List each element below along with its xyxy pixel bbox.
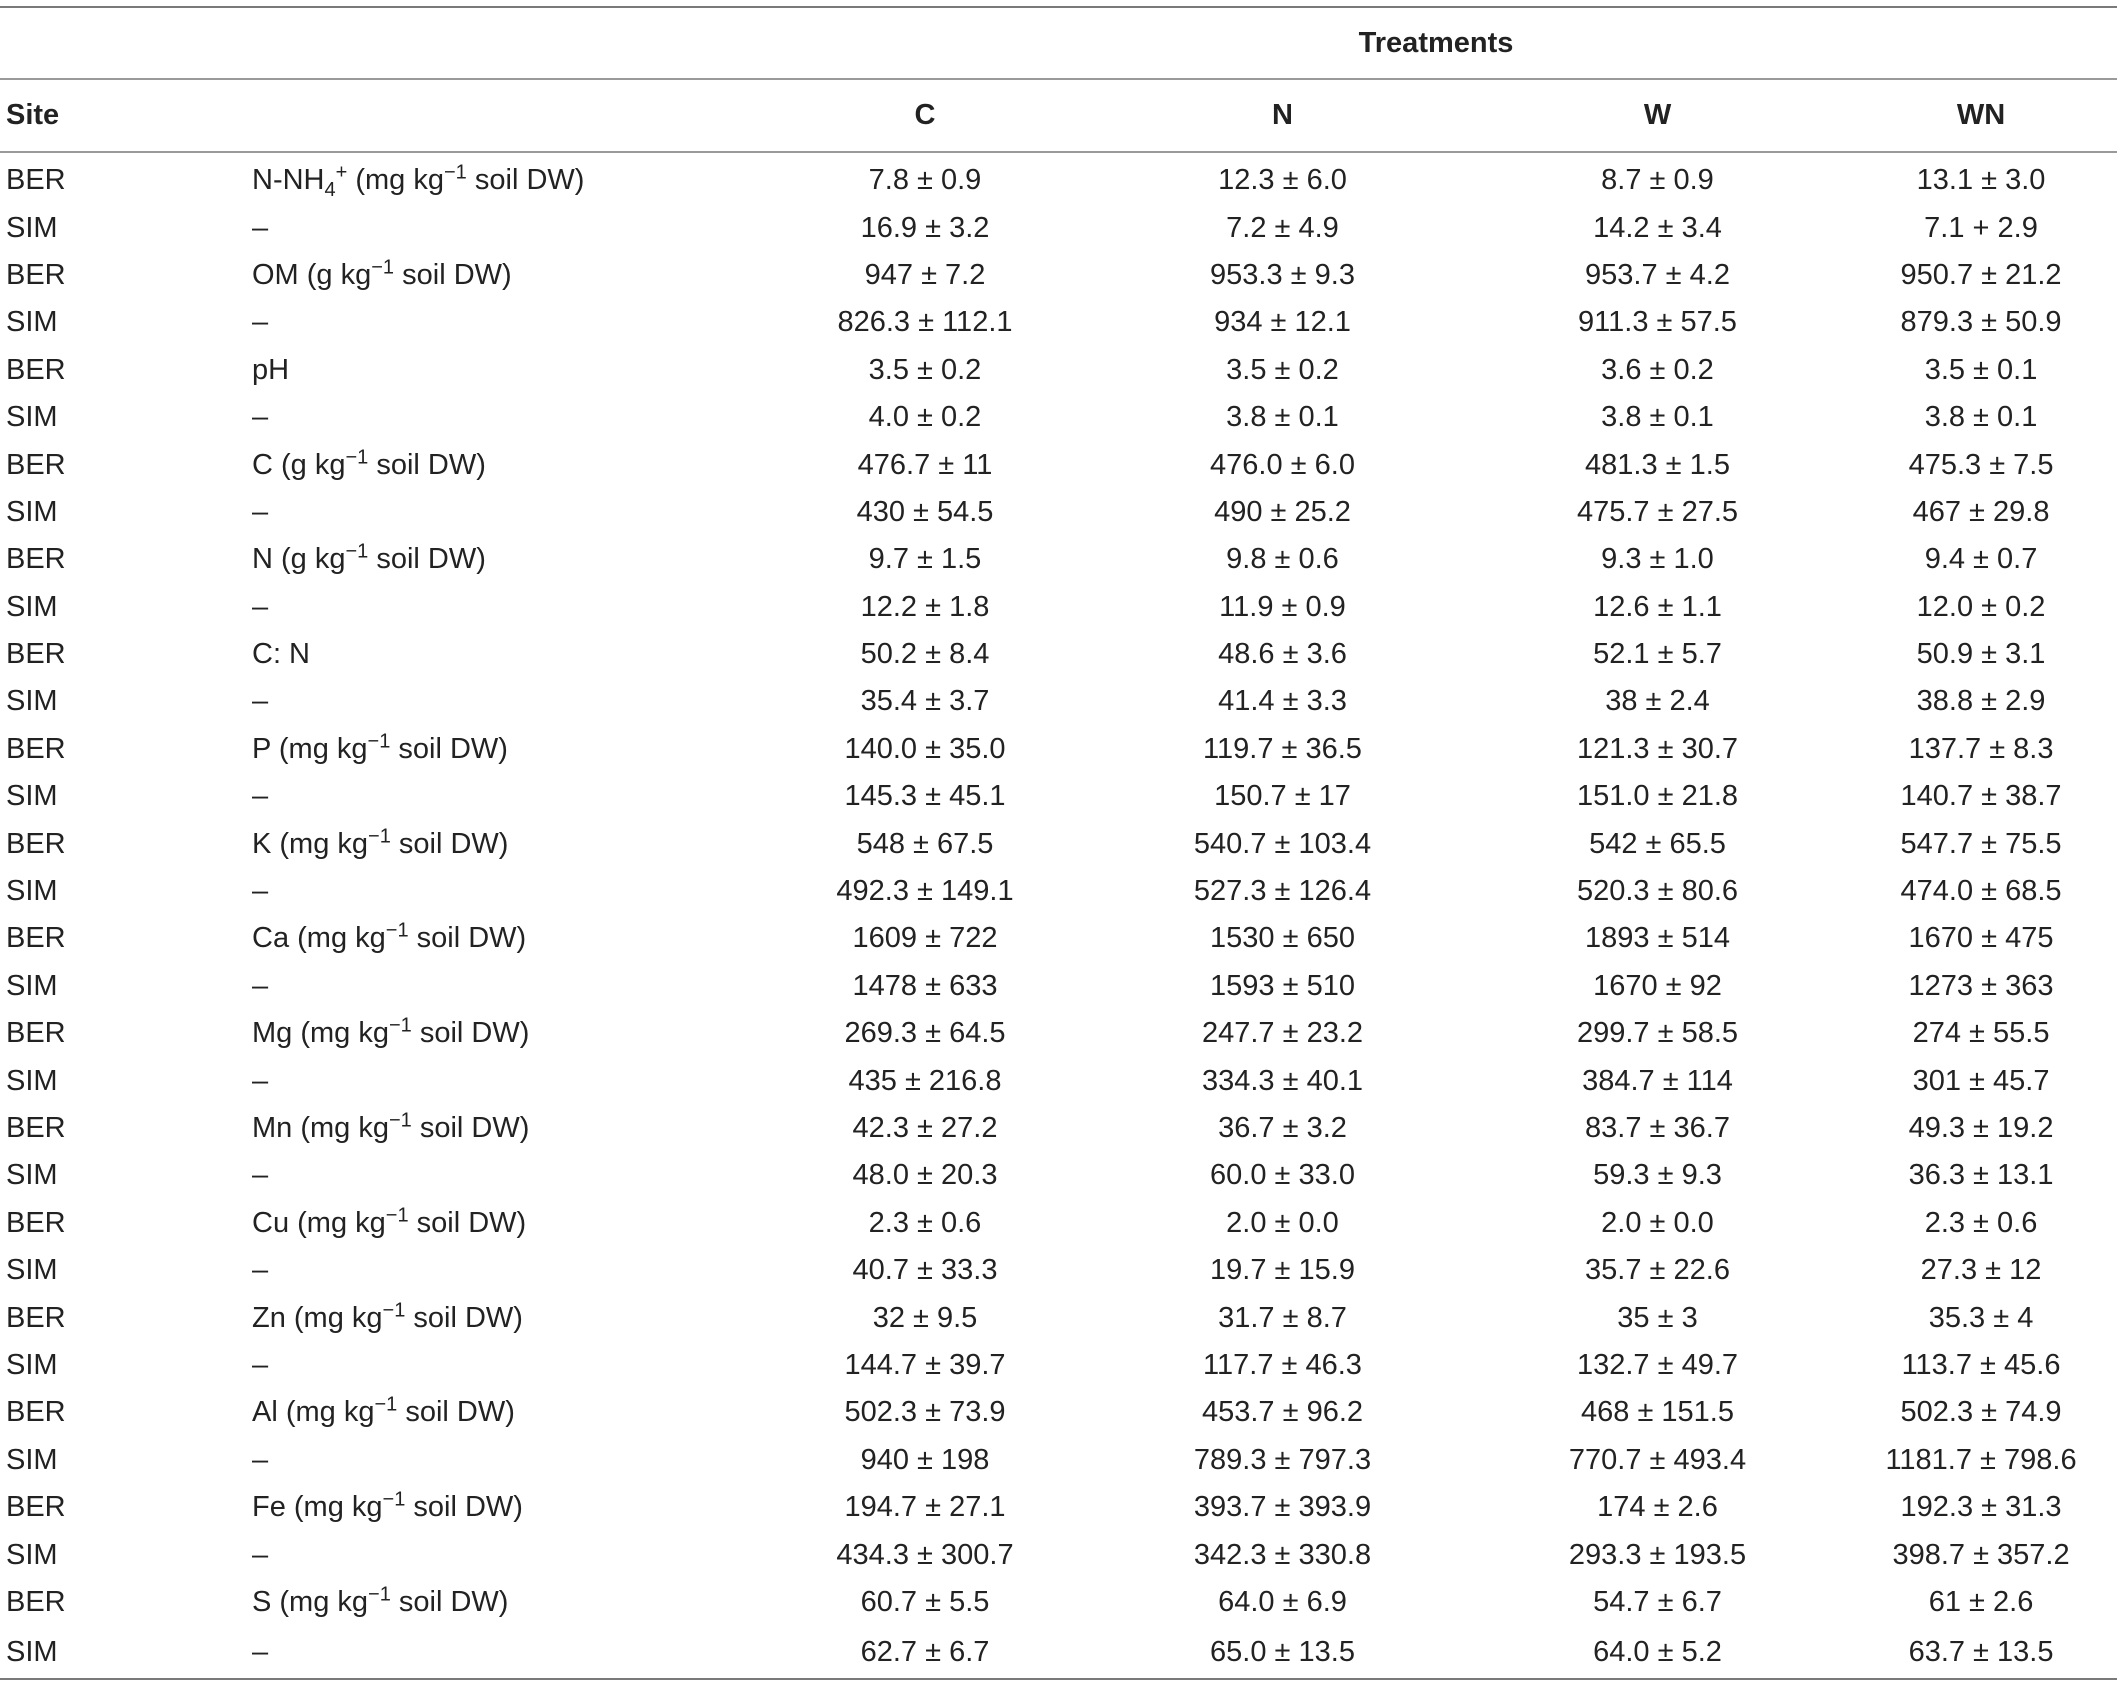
value-cell-wn: 27.3 ± 12 <box>1920 1254 2042 1287</box>
site-cell: BER <box>6 1017 66 1050</box>
value-cell-w: 121.3 ± 30.7 <box>1576 732 1739 765</box>
value-cell-n: 117.7 ± 46.3 <box>1203 1348 1362 1381</box>
value-cell-wn: 1181.7 ± 798.6 <box>1885 1443 2077 1476</box>
value-cell-wn: 301 ± 45.7 <box>1912 1064 2050 1097</box>
table-row <box>0 678 2117 725</box>
value-cell-wn: 35.3 ± 4 <box>1928 1301 2034 1334</box>
value-cell-n: 342.3 ± 330.8 <box>1193 1538 1372 1571</box>
table-row <box>0 299 2117 346</box>
value-cell-w: 384.7 ± 114 <box>1582 1064 1733 1097</box>
parameter-cell <box>235 1342 755 1389</box>
value-cell-c: 502.3 ± 73.9 <box>844 1396 1006 1429</box>
parameter-tail: soil DW) <box>397 1396 515 1429</box>
parameter-pre: S (mg kg <box>252 1585 369 1618</box>
value-cell-w: 38 ± 2.4 <box>1605 685 1710 718</box>
value-cell-w: 14.2 ± 3.4 <box>1593 211 1722 244</box>
parameter-tail: soil DW) <box>405 1301 523 1334</box>
value-cell-wn: 13.1 ± 3.0 <box>1916 164 2046 197</box>
parameter-sup: + <box>335 161 348 184</box>
parameter-cell <box>235 1057 755 1104</box>
value-cell-c: 1478 ± 633 <box>852 969 998 1002</box>
value-cell-w: 64.0 ± 5.2 <box>1470 1626 1845 1679</box>
value-cell-w: 293.3 ± 193.5 <box>1568 1538 1747 1571</box>
parameter-tail: soil DW) <box>394 258 512 291</box>
treatment-header-n: N <box>1095 79 1470 152</box>
site-cell: BER <box>6 732 66 765</box>
parameter-cell <box>235 252 755 299</box>
parameter-pre: N-NH <box>252 164 325 197</box>
value-cell-c: 7.8 ± 0.9 <box>868 164 982 197</box>
parameter-pre: – <box>252 875 269 908</box>
site-cell: SIM <box>6 306 58 339</box>
parameter-sup2: −1 <box>367 730 391 753</box>
site-cell: SIM <box>6 1443 58 1476</box>
value-cell-c: 140.0 ± 35.0 <box>844 732 1006 765</box>
table-row <box>0 1389 2117 1436</box>
parameter-cell <box>235 394 755 441</box>
table-row <box>0 1484 2117 1531</box>
site-cell: SIM <box>6 1348 58 1381</box>
site-cell: BER <box>6 1491 66 1524</box>
site-cell: SIM <box>6 685 58 718</box>
value-cell-c: 476.7 ± 11 <box>857 448 993 481</box>
parameter-pre: – <box>252 306 269 339</box>
value-cell-n: 36.7 ± 3.2 <box>1218 1112 1347 1144</box>
parameter-pre: K (mg kg <box>252 827 369 860</box>
parameter-cell <box>235 1437 755 1484</box>
value-cell-w: 1670 ± 92 <box>1593 969 1722 1002</box>
value-cell-n: 119.7 ± 36.5 <box>1203 732 1362 765</box>
value-cell-n: 7.2 ± 4.9 <box>1226 211 1339 244</box>
value-cell-w: 2.0 ± 0.0 <box>1601 1206 1714 1239</box>
value-cell-c: 16.9 ± 3.2 <box>860 211 990 244</box>
parameter-cell <box>235 1152 755 1199</box>
site-cell: BER <box>6 353 66 386</box>
parameter-tail: soil DW) <box>390 827 509 860</box>
parameter-sup2: −1 <box>382 1488 406 1511</box>
value-cell-wn: 12.0 ± 0.2 <box>1916 590 2046 623</box>
value-cell-c: 269.3 ± 64.5 <box>844 1017 1006 1050</box>
value-cell-n: 19.7 ± 15.9 <box>1210 1254 1355 1287</box>
parameter-sup2: −1 <box>371 256 395 279</box>
table-row <box>0 1579 2117 1626</box>
soil-properties-table <box>0 6 2117 1680</box>
parameter-tail: soil DW) <box>466 164 585 197</box>
site-column-header: Site <box>0 79 235 152</box>
table-row <box>0 963 2117 1010</box>
value-cell-c: 3.5 ± 0.2 <box>868 353 982 386</box>
value-cell-n: 64.0 ± 6.9 <box>1218 1585 1347 1618</box>
parameter-sup2: −1 <box>444 161 467 184</box>
parameter-cell <box>235 347 755 394</box>
parameter-pre: – <box>252 1635 269 1668</box>
value-cell-c: 32 ± 9.5 <box>872 1301 978 1334</box>
parameter-pre: C (g kg <box>252 448 346 481</box>
value-cell-w: 35 ± 3 <box>1617 1301 1698 1334</box>
value-cell-n: 540.7 ± 103.4 <box>1193 827 1372 860</box>
parameter-cell <box>235 441 755 488</box>
value-cell-wn: 63.7 ± 13.5 <box>1845 1626 2117 1679</box>
parameter-column-header <box>235 79 755 152</box>
site-cell: BER <box>6 638 66 671</box>
parameter-cell <box>235 915 755 962</box>
parameter-pre: – <box>252 590 269 623</box>
value-cell-c: 2.3 ± 0.6 <box>868 1206 982 1239</box>
value-cell-w: 911.3 ± 57.5 <box>1578 306 1737 339</box>
table-row <box>0 252 2117 299</box>
value-cell-n: 789.3 ± 797.3 <box>1193 1443 1372 1476</box>
parameter-sup2: −1 <box>385 1204 409 1227</box>
site-cell: SIM <box>6 590 58 623</box>
parameter-sup2: −1 <box>388 1109 412 1132</box>
table-row <box>0 441 2117 488</box>
parameter-pre: – <box>252 1348 269 1381</box>
parameter-pre: N (g kg <box>252 543 346 576</box>
table-row <box>0 584 2117 631</box>
value-cell-n: 247.7 ± 23.2 <box>1201 1017 1364 1050</box>
value-cell-wn: 113.7 ± 45.6 <box>1901 1348 2061 1381</box>
value-cell-c: 9.7 ± 1.5 <box>868 543 982 576</box>
value-cell-c: 434.3 ± 300.7 <box>836 1538 1014 1571</box>
table-row <box>0 868 2117 915</box>
value-cell-w: 59.3 ± 9.3 <box>1593 1159 1722 1192</box>
value-cell-n: 476.0 ± 6.0 <box>1210 448 1355 481</box>
parameter-pre: – <box>252 1254 269 1287</box>
value-cell-n: 48.6 ± 3.6 <box>1218 638 1347 671</box>
table-row <box>0 1437 2117 1484</box>
value-cell-w: 953.7 ± 4.2 <box>1585 258 1730 291</box>
parameter-cell <box>235 1626 755 1679</box>
value-cell-wn: 9.4 ± 0.7 <box>1924 543 2038 576</box>
parameter-cell <box>235 1010 755 1057</box>
parameter-pre: – <box>252 1064 269 1097</box>
parameter-pre: – <box>252 401 269 434</box>
value-cell-wn: 137.7 ± 8.3 <box>1908 732 2054 765</box>
value-cell-w: 3.6 ± 0.2 <box>1601 353 1714 386</box>
value-cell-w: 52.1 ± 5.7 <box>1593 638 1722 671</box>
parameter-cell <box>235 1579 755 1626</box>
parameter-pre: – <box>252 211 269 244</box>
value-cell-c: 60.7 ± 5.5 <box>860 1585 990 1618</box>
value-cell-wn: 547.7 ± 75.5 <box>1900 827 2062 860</box>
parameter-cell <box>235 152 755 204</box>
treatment-header-c: C <box>755 79 1095 152</box>
value-cell-w: 3.8 ± 0.1 <box>1601 401 1714 434</box>
value-cell-n: 12.3 ± 6.0 <box>1218 164 1347 197</box>
value-cell-wn: 50.9 ± 3.1 <box>1916 638 2046 671</box>
value-cell-wn: 474.0 ± 68.5 <box>1900 875 2062 908</box>
value-cell-c: 50.2 ± 8.4 <box>860 638 990 671</box>
value-cell-wn: 1670 ± 475 <box>1908 922 2054 955</box>
parameter-cell <box>235 1484 755 1531</box>
value-cell-c: 940 ± 198 <box>860 1443 990 1476</box>
parameter-pre: – <box>252 1159 269 1192</box>
value-cell-w: 54.7 ± 6.7 <box>1593 1585 1722 1618</box>
site-cell: BER <box>6 1585 66 1618</box>
parameter-pre: – <box>252 1538 269 1571</box>
value-cell-n: 41.4 ± 3.3 <box>1218 685 1347 718</box>
site-cell: SIM <box>6 1254 58 1287</box>
treatments-header: Treatments <box>755 7 2117 79</box>
site-cell: BER <box>6 1112 66 1144</box>
parameter-cell <box>235 868 755 915</box>
value-cell-c: 35.4 ± 3.7 <box>860 685 990 718</box>
value-cell-w: 151.0 ± 21.8 <box>1576 780 1739 813</box>
value-cell-wn: 950.7 ± 21.2 <box>1900 258 2062 291</box>
site-cell: SIM <box>6 780 58 813</box>
parameter-sup2: −1 <box>388 1014 412 1037</box>
parameter-cell <box>235 536 755 583</box>
parameter-pre: Ca (mg kg <box>252 922 386 955</box>
table-row <box>0 915 2117 962</box>
site-cell: BER <box>6 543 66 576</box>
value-cell-w: 35.7 ± 22.6 <box>1585 1254 1730 1287</box>
value-cell-c: 40.7 ± 33.3 <box>852 1254 998 1287</box>
parameter-post: (mg kg <box>347 164 444 197</box>
parameter-cell <box>235 299 755 346</box>
table-row <box>0 536 2117 583</box>
value-cell-n: 334.3 ± 40.1 <box>1201 1064 1364 1097</box>
parameter-pre: C: N <box>252 638 310 671</box>
value-cell-c: 145.3 ± 45.1 <box>844 780 1006 813</box>
parameter-tail: soil DW) <box>411 1017 530 1050</box>
parameter-tail: soil DW) <box>390 1585 509 1618</box>
site-cell: BER <box>6 258 66 291</box>
column-header-row <box>0 79 2117 152</box>
value-cell-n: 150.7 ± 17 <box>1214 780 1351 813</box>
table-row <box>0 1626 2117 1679</box>
treatment-header-wn: WN <box>1845 79 2117 152</box>
value-cell-w: 83.7 ± 36.7 <box>1585 1112 1730 1144</box>
value-cell-wn: 140.7 ± 38.7 <box>1900 780 2062 813</box>
value-cell-wn: 274 ± 55.5 <box>1912 1017 2050 1050</box>
parameter-cell <box>235 1531 755 1578</box>
value-cell-n: 1593 ± 510 <box>1210 969 1355 1002</box>
value-cell-wn: 3.8 ± 0.1 <box>1924 401 2038 434</box>
table-row <box>0 1294 2117 1341</box>
value-cell-n: 3.5 ± 0.2 <box>1226 353 1339 386</box>
parameter-sup2: −1 <box>368 825 391 847</box>
value-cell-c: 947 ± 7.2 <box>864 258 986 291</box>
table-row <box>0 1010 2117 1057</box>
value-cell-c: 48.0 ± 20.3 <box>852 1159 998 1192</box>
value-cell-w: 8.7 ± 0.9 <box>1601 164 1714 197</box>
table-row <box>0 1247 2117 1294</box>
value-cell-w: 1893 ± 514 <box>1585 922 1730 955</box>
value-cell-wn: 2.3 ± 0.6 <box>1924 1206 2038 1239</box>
table-row <box>0 347 2117 394</box>
value-cell-wn: 1273 ± 363 <box>1908 969 2054 1002</box>
value-cell-n: 31.7 ± 8.7 <box>1218 1301 1347 1334</box>
table-row <box>0 1531 2117 1578</box>
site-cell: BER <box>6 1396 66 1429</box>
table-body <box>0 152 2117 1679</box>
parameter-tail: soil DW) <box>368 448 486 481</box>
value-cell-wn: 49.3 ± 19.2 <box>1908 1112 2054 1144</box>
site-cell: SIM <box>6 1159 58 1192</box>
table-row <box>0 631 2117 678</box>
value-cell-n: 65.0 ± 13.5 <box>1095 1626 1470 1679</box>
value-cell-w: 520.3 ± 80.6 <box>1576 875 1739 908</box>
table-row <box>0 1200 2117 1247</box>
value-cell-w: 12.6 ± 1.1 <box>1593 590 1722 623</box>
table-row <box>0 489 2117 536</box>
table-row <box>0 726 2117 773</box>
parameter-sup2: −1 <box>368 1583 391 1606</box>
value-cell-c: 4.0 ± 0.2 <box>868 401 982 434</box>
value-cell-c: 1609 ± 722 <box>852 922 998 955</box>
parameter-cell <box>235 726 755 773</box>
value-cell-wn: 398.7 ± 357.2 <box>1892 1538 2070 1571</box>
value-cell-w: 542 ± 65.5 <box>1589 827 1726 860</box>
parameter-sup2: −1 <box>374 1393 398 1416</box>
parameter-cell <box>235 584 755 631</box>
table-row <box>0 773 2117 820</box>
site-cell: BER <box>6 1301 66 1334</box>
table-row <box>0 204 2117 251</box>
parameter-pre: OM (g kg <box>252 258 372 291</box>
parameter-pre: Mg (mg kg <box>252 1017 389 1050</box>
site-cell: SIM <box>6 1538 58 1571</box>
value-cell-wn: 192.3 ± 31.3 <box>1900 1491 2062 1524</box>
parameter-pre: Mn (mg kg <box>252 1112 389 1144</box>
site-cell: BER <box>6 448 66 481</box>
value-cell-wn: 475.3 ± 7.5 <box>1908 448 2054 481</box>
parameter-pre: – <box>252 685 269 718</box>
value-cell-c: 430 ± 54.5 <box>856 495 994 528</box>
parameter-sup2: −1 <box>345 540 369 563</box>
value-cell-c: 12.2 ± 1.8 <box>860 590 990 623</box>
value-cell-w: 475.7 ± 27.5 <box>1576 495 1739 528</box>
parameter-pre: – <box>252 780 269 813</box>
table-header <box>0 7 2117 152</box>
parameter-pre: pH <box>252 353 290 386</box>
site-cell: BER <box>6 827 66 860</box>
value-cell-n: 393.7 ± 393.9 <box>1193 1491 1372 1524</box>
value-cell-w: 481.3 ± 1.5 <box>1585 448 1730 481</box>
parameter-cell <box>235 1247 755 1294</box>
value-cell-n: 934 ± 12.1 <box>1214 306 1351 339</box>
parameter-cell <box>235 1294 755 1341</box>
value-cell-n: 60.0 ± 33.0 <box>1210 1159 1355 1192</box>
value-cell-w: 299.7 ± 58.5 <box>1576 1017 1739 1050</box>
site-cell: SIM <box>6 495 58 528</box>
parameter-pre: Al (mg kg <box>252 1396 375 1429</box>
site-cell: SIM <box>0 1626 235 1679</box>
site-cell: SIM <box>6 875 58 908</box>
value-cell-n: 1530 ± 650 <box>1210 922 1355 955</box>
value-cell-c: 194.7 ± 27.1 <box>844 1491 1006 1524</box>
value-cell-w: 468 ± 151.5 <box>1581 1396 1734 1429</box>
value-cell-wn: 467 ± 29.8 <box>1912 495 2050 528</box>
table-row <box>0 1342 2117 1389</box>
value-cell-w: 770.7 ± 493.4 <box>1568 1443 1747 1476</box>
value-cell-w: 9.3 ± 1.0 <box>1601 543 1714 576</box>
table-row <box>0 1105 2117 1152</box>
value-cell-wn: 61 ± 2.6 <box>1928 1585 2034 1618</box>
parameter-pre: Zn (mg kg <box>252 1301 383 1334</box>
value-cell-wn: 502.3 ± 74.9 <box>1900 1396 2062 1429</box>
parameter-sub: 4 <box>324 178 336 201</box>
parameter-pre: P (mg kg <box>252 732 368 765</box>
table-row <box>0 152 2117 204</box>
site-cell: BER <box>6 1206 66 1239</box>
parameter-pre: – <box>252 495 269 528</box>
value-cell-c: 435 ± 216.8 <box>848 1064 1002 1097</box>
value-cell-n: 2.0 ± 0.0 <box>1226 1206 1339 1239</box>
parameter-cell <box>235 204 755 251</box>
value-cell-wn: 879.3 ± 50.9 <box>1900 306 2062 339</box>
parameter-tail: soil DW) <box>368 543 486 576</box>
site-cell: BER <box>6 922 66 955</box>
value-cell-n: 490 ± 25.2 <box>1214 495 1351 528</box>
value-cell-w: 174 ± 2.6 <box>1597 1491 1718 1524</box>
value-cell-c: 548 ± 67.5 <box>856 827 994 860</box>
value-cell-n: 953.3 ± 9.3 <box>1210 258 1355 291</box>
value-cell-n: 9.8 ± 0.6 <box>1226 543 1339 576</box>
value-cell-c: 826.3 ± 112.1 <box>837 306 1013 339</box>
value-cell-c: 42.3 ± 27.2 <box>852 1112 998 1144</box>
parameter-cell <box>235 1105 755 1152</box>
site-cell: SIM <box>6 401 58 434</box>
value-cell-c: 62.7 ± 6.7 <box>755 1626 1095 1679</box>
value-cell-wn: 36.3 ± 13.1 <box>1908 1159 2054 1192</box>
value-cell-n: 527.3 ± 126.4 <box>1193 875 1372 908</box>
value-cell-c: 144.7 ± 39.7 <box>844 1348 1006 1381</box>
parameter-tail: soil DW) <box>411 1112 530 1144</box>
parameter-pre: – <box>252 969 269 1002</box>
parameter-tail: soil DW) <box>408 1206 527 1239</box>
parameter-sup2: −1 <box>385 919 409 942</box>
parameter-tail: soil DW) <box>390 732 508 765</box>
parameter-pre: – <box>252 1443 269 1476</box>
treatment-header-w: W <box>1470 79 1845 152</box>
value-cell-w: 132.7 ± 49.7 <box>1576 1348 1739 1381</box>
parameter-cell <box>235 678 755 725</box>
parameter-cell <box>235 820 755 867</box>
site-cell: SIM <box>6 1064 58 1097</box>
site-cell: SIM <box>6 969 58 1002</box>
value-cell-wn: 7.1 + 2.9 <box>1924 211 2038 244</box>
table-row <box>0 820 2117 867</box>
value-cell-n: 3.8 ± 0.1 <box>1226 401 1339 434</box>
parameter-cell <box>235 963 755 1010</box>
value-cell-n: 11.9 ± 0.9 <box>1219 590 1346 623</box>
parameter-sup2: −1 <box>345 445 369 468</box>
parameter-tail: soil DW) <box>408 922 527 955</box>
site-cell: BER <box>6 164 66 197</box>
parameter-cell <box>235 1389 755 1436</box>
parameter-sup2: −1 <box>382 1298 406 1321</box>
group-header-row <box>0 7 2117 79</box>
parameter-cell <box>235 489 755 536</box>
value-cell-wn: 3.5 ± 0.1 <box>1924 353 2038 386</box>
parameter-pre: Cu (mg kg <box>252 1206 386 1239</box>
parameter-cell <box>235 1200 755 1247</box>
table-row <box>0 1057 2117 1104</box>
table-row <box>0 394 2117 441</box>
parameter-cell <box>235 631 755 678</box>
value-cell-c: 492.3 ± 149.1 <box>836 875 1014 908</box>
value-cell-wn: 38.8 ± 2.9 <box>1916 685 2046 718</box>
parameter-cell <box>235 773 755 820</box>
site-cell: SIM <box>6 211 58 244</box>
value-cell-n: 453.7 ± 96.2 <box>1201 1396 1364 1429</box>
parameter-tail: soil DW) <box>405 1491 523 1524</box>
parameter-pre: Fe (mg kg <box>252 1491 383 1524</box>
table-row <box>0 1152 2117 1199</box>
